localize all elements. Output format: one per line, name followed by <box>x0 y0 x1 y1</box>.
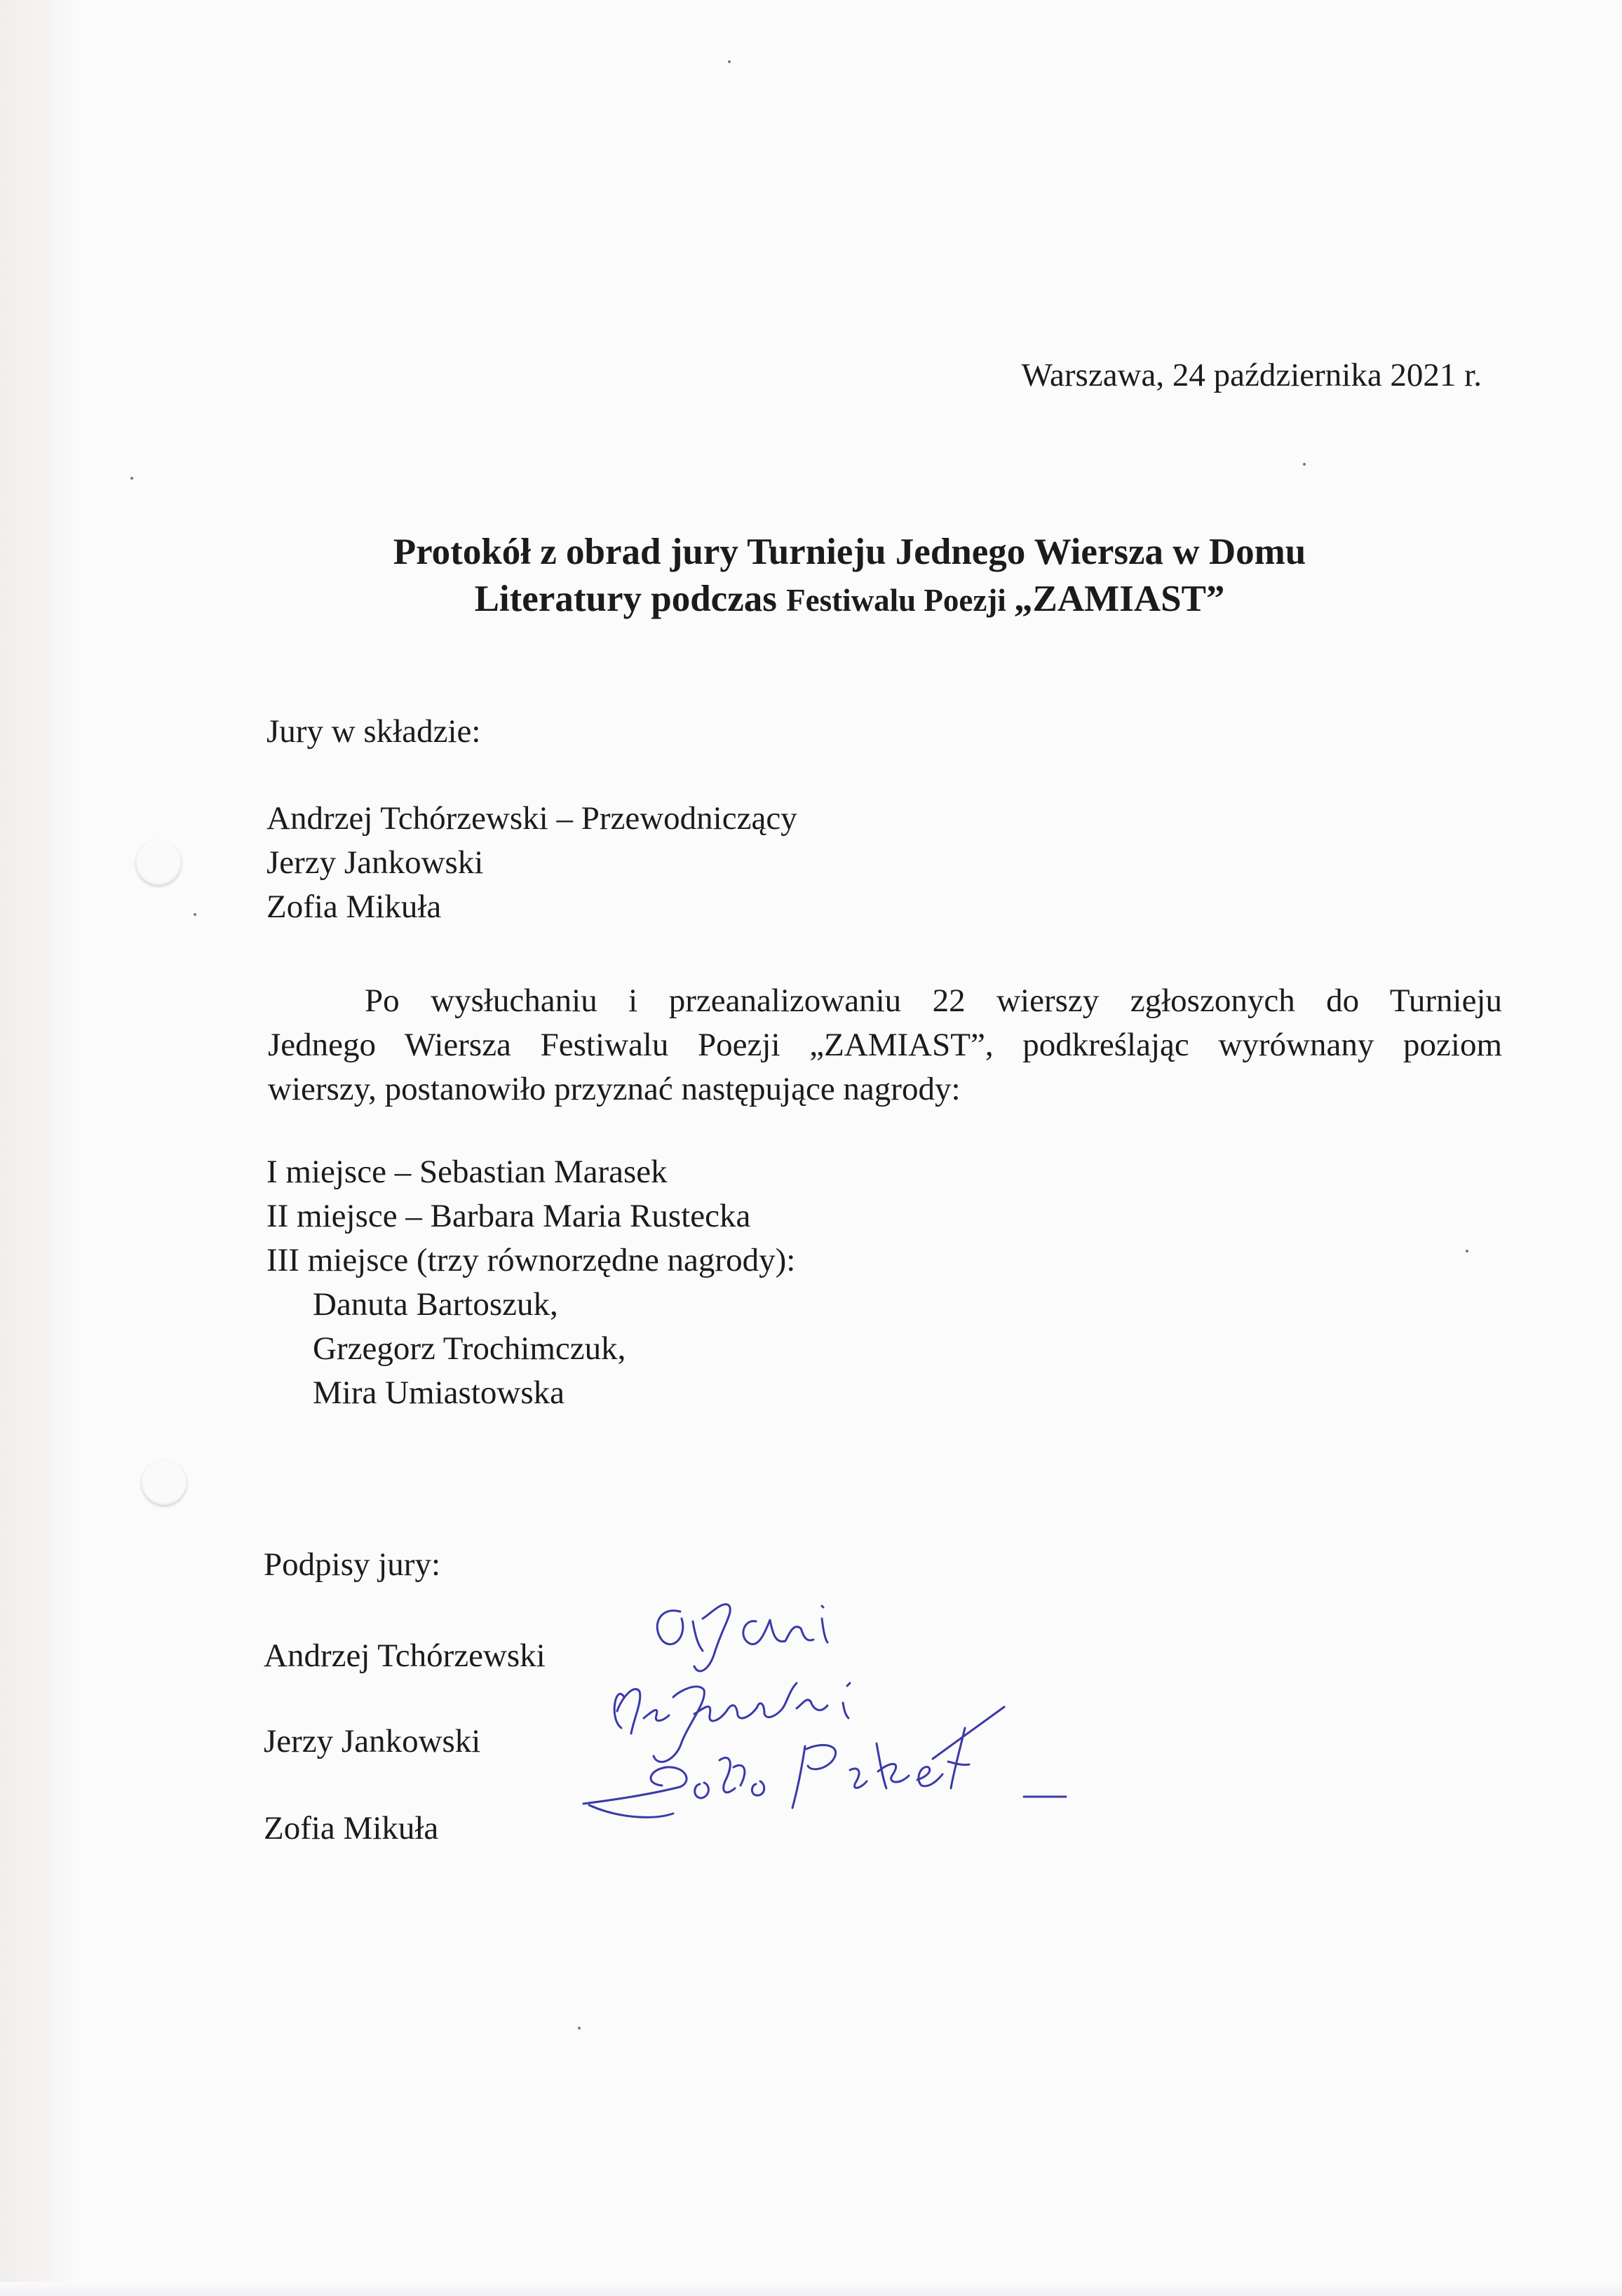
paragraph-line: Jednego Wiersza Festiwalu Poezji „ZAMIAST”, podkreślając wyrównany poziom <box>268 1027 1502 1063</box>
award-item: I miejsce – Sebastian Marasek <box>266 1154 668 1190</box>
third-place-winner: Grzegorz Trochimczuk, <box>313 1330 626 1367</box>
document-title <box>0 529 1622 624</box>
jury-member: Andrzej Tchórzewski – Przewodniczący <box>266 800 797 837</box>
award-item: III miejsce (trzy równorzędne nagrody): <box>266 1242 796 1278</box>
scan-speck <box>1466 1250 1468 1252</box>
scan-speck <box>1303 463 1306 466</box>
scan-speck <box>130 477 133 480</box>
signature-2 <box>614 1683 850 1762</box>
signatures-heading: Podpisy jury: <box>264 1546 441 1583</box>
punch-hole-bottom <box>142 1460 187 1505</box>
award-item: II miejsce – Barbara Maria Rustecka <box>266 1198 751 1234</box>
third-place-winner: Danuta Bartoszuk, <box>313 1286 558 1323</box>
jury-heading: Jury w składzie: <box>266 713 481 750</box>
title-line-2-small: Festiwalu Poezji <box>786 583 1015 618</box>
signature-name: Zofia Mikuła <box>264 1810 439 1846</box>
signature-name: Andrzej Tchórzewski <box>264 1637 546 1674</box>
place-date: Warszawa, 24 października 2021 r. <box>1021 357 1482 393</box>
scan-bottom-edge <box>0 2282 1622 2296</box>
title-line-2 <box>77 576 1622 624</box>
scan-speck <box>728 60 731 63</box>
awards-list <box>266 1150 795 1415</box>
signature-name: Jerzy Jankowski <box>264 1723 481 1760</box>
scan-margin <box>0 0 79 2296</box>
jury-members-list <box>266 797 797 929</box>
paragraph-line: Po wysłuchaniu i przeanalizowaniu 22 wierszy zgłoszonych do Turnieju <box>365 982 1502 1019</box>
scan-speck <box>194 913 196 916</box>
jury-member: Jerzy Jankowski <box>266 844 484 881</box>
handwritten-signatures <box>575 1578 1136 1893</box>
punch-hole-top <box>136 840 181 885</box>
paragraph-line: wierszy, postanowiło przyznać następujące nagrody: <box>268 1071 961 1107</box>
signature-1 <box>657 1605 827 1671</box>
title-line-1: Protokół z obrad jury Turnieju Jednego Wiersza w Domu <box>393 532 1306 572</box>
third-place-winner: Mira Umiastowska <box>313 1375 565 1411</box>
title-line-2-main: Literatury podczas <box>474 579 787 619</box>
title-line-2-end: „ZAMIAST” <box>1014 579 1225 619</box>
jury-member: Zofia Mikuła <box>266 889 442 925</box>
scan-speck <box>578 2027 581 2030</box>
decision-paragraph <box>268 979 1502 1112</box>
signature-3 <box>583 1707 1066 1817</box>
